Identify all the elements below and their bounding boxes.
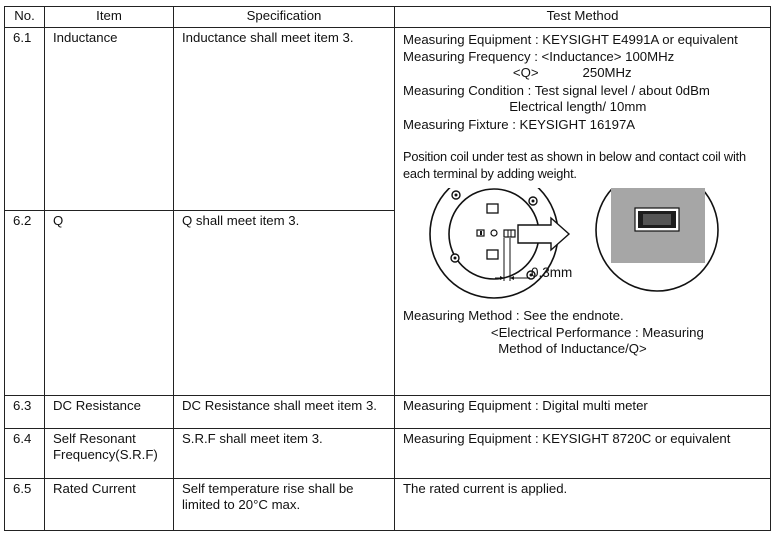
fixture-center-hole xyxy=(491,230,497,236)
row-spec: Q shall meet item 3. xyxy=(174,211,395,395)
header-specification: Specification xyxy=(174,7,395,28)
row-no: 6.3 xyxy=(5,395,45,428)
measuring-method-reference: <Electrical Performance : Measuring xyxy=(403,324,704,340)
row-item: Q xyxy=(45,211,174,395)
table-row-6-5 xyxy=(5,478,771,530)
header-no: No. xyxy=(5,7,45,28)
specification-table xyxy=(4,6,771,531)
header-test-method: Test Method xyxy=(395,7,771,28)
measuring-method-reference-cont: Method of Inductance/Q> xyxy=(403,341,647,357)
measuring-method: Measuring Method : See the endnote. xyxy=(403,308,624,324)
instructions-text: Position coil under test as shown in below and contact coil with each terminal by adding weight. xyxy=(403,149,746,181)
measuring-fixture: Measuring Fixture : KEYSIGHT 16197A xyxy=(403,116,636,132)
row-spec: Inductance shall meet item 3. xyxy=(174,28,395,211)
dimension-label: 0.3mm xyxy=(531,265,573,281)
row-test: The rated current is applied. xyxy=(395,478,771,530)
row-item: Rated Current xyxy=(45,478,174,530)
row-item: DC Resistance xyxy=(45,395,174,428)
row-spec: DC Resistance shall meet item 3. xyxy=(174,395,395,428)
row-no: 6.4 xyxy=(5,428,45,478)
fixture-diagram xyxy=(397,188,764,298)
row-no: 6.2 xyxy=(5,211,45,395)
row-spec: Self temperature rise shall be limited to 20°C max. xyxy=(174,478,395,530)
measuring-condition: Measuring Condition : Test signal level / about 0dBm xyxy=(403,82,710,98)
row-spec: S.R.F shall meet item 3. xyxy=(174,428,395,478)
row-item: Inductance xyxy=(45,28,174,211)
fixture-diagram-svg xyxy=(397,188,767,300)
measuring-frequency-q: <Q> 250MHz xyxy=(403,65,632,81)
measuring-frequency: Measuring Frequency : <Inductance> 100MHz xyxy=(403,48,675,64)
row-no: 6.5 xyxy=(5,478,45,530)
measuring-condition-length: Electrical length/ 10mm xyxy=(403,99,647,115)
table-row-6-3 xyxy=(5,395,771,428)
measuring-equipment: Measuring Equipment : KEYSIGHT E4991A or equivalent xyxy=(403,32,738,48)
row-item: Self Resonant Frequency(S.R.F) xyxy=(45,428,174,478)
coil-under-test xyxy=(504,230,515,237)
test-method-inductance-q xyxy=(395,28,771,396)
row-test: Measuring Equipment : KEYSIGHT 8720C or equivalent xyxy=(395,428,771,478)
fixture-electrode-top xyxy=(487,204,498,213)
row-test: Measuring Equipment : Digital multi meter xyxy=(395,395,771,428)
fixture-electrode-bottom xyxy=(487,250,498,259)
table-row-6-4 xyxy=(5,428,771,478)
table-row-6-1 xyxy=(5,28,771,211)
row-no: 6.1 xyxy=(5,28,45,211)
header-item: Item xyxy=(45,7,174,28)
table-header-row xyxy=(5,7,771,28)
